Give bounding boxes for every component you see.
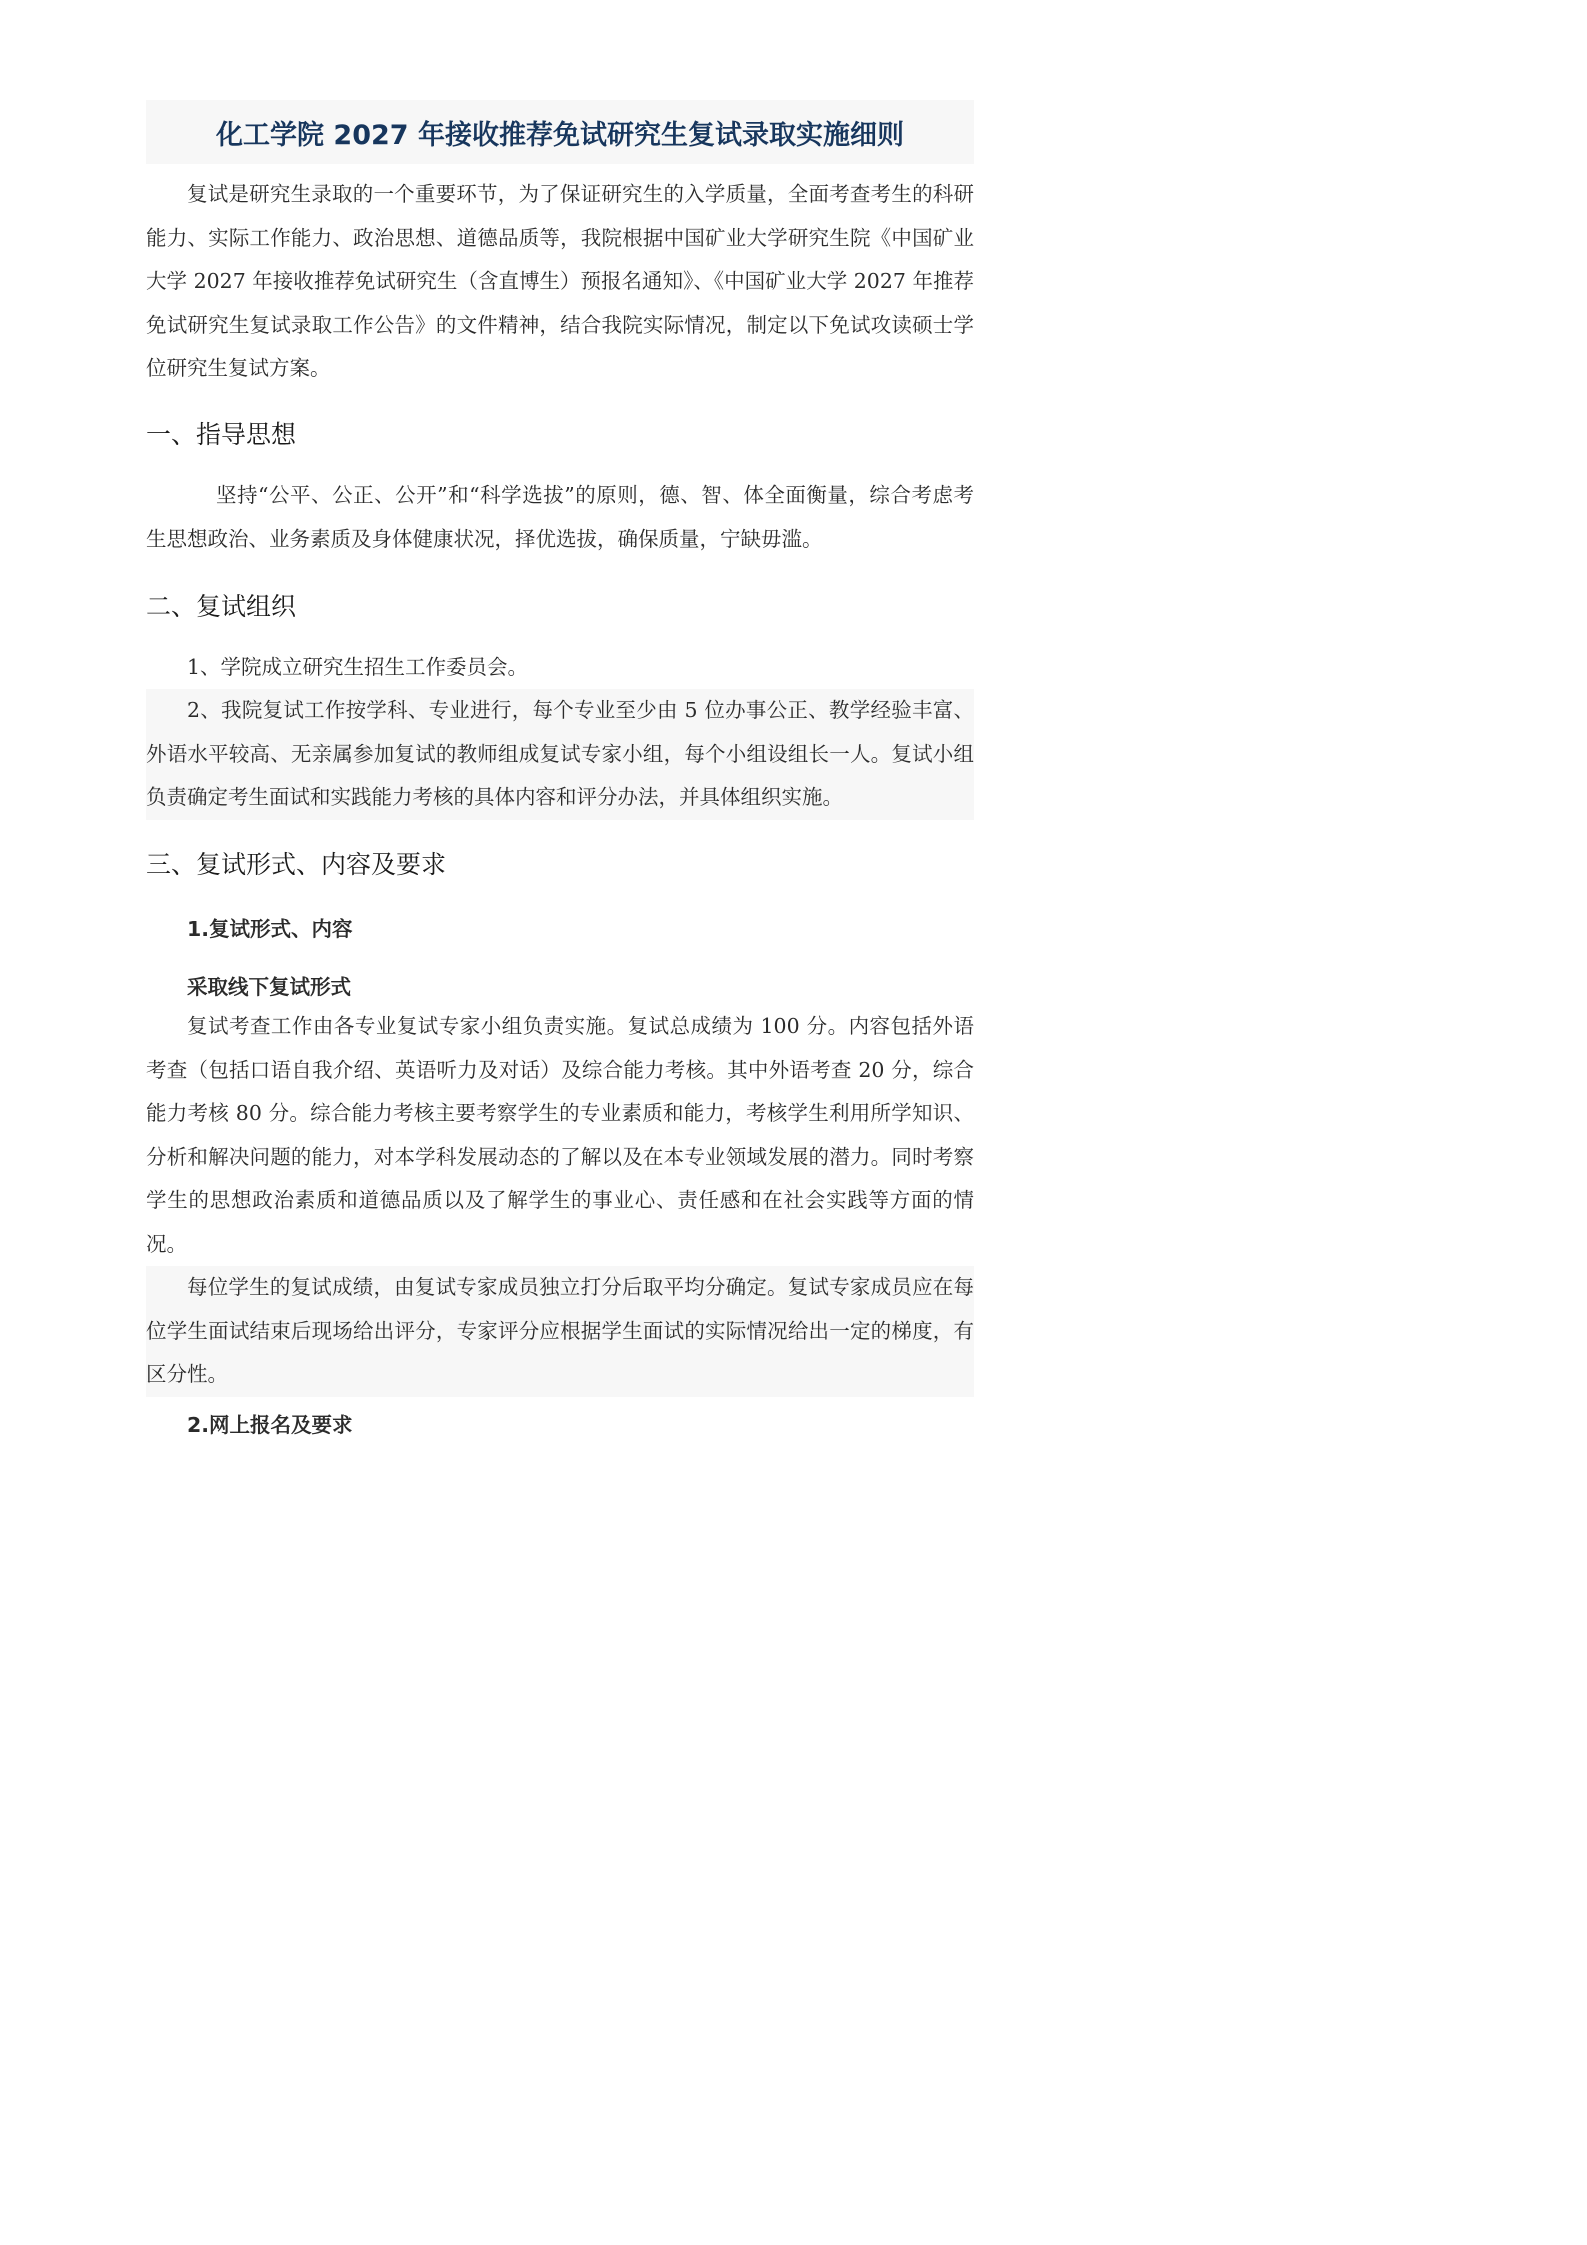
guiding-principles-paragraph: 坚持“公平、公正、公开”和“科学选拔”的原则，德、智、体全面衡量，综合考虑考生思想政治、业务素质及身体健康状况，择优选拔，确保质量，宁缺毋滥。 xyxy=(146,483,974,551)
document-title: 化工学院 2027 年接收推荐免试研究生复试录取实施细则 xyxy=(146,100,974,164)
subsection-heading-registration: 2.网上报名及要求 xyxy=(187,1413,353,1437)
section-heading-guiding-principles: 一、指导思想 xyxy=(146,420,297,449)
section-heading-format-content: 三、复试形式、内容及要求 xyxy=(146,850,447,879)
organization-item-1: 1、学院成立研究生招生工作委员会。 xyxy=(187,655,529,679)
organization-item-2: 2、我院复试工作按学科、专业进行，每个专业至少由 5 位办事公正、教学经验丰富、外语水平较高、无亲属参加复试的教师组成复试专家小组，每个小组设组长一人。复试小组负责确定考生面试和实践能力考核的具体内容和评分办法，并具体组织实施。 xyxy=(146,689,974,820)
document-page xyxy=(0,0,1110,1570)
format-content-paragraph: 复试考查工作由各专业复试专家小组负责实施。复试总成绩为 100 分。内容包括外语考查（包括口语自我介绍、英语听力及对话）及综合能力考核。其中外语考查 20 分，综合能力考核 80 分。综合能力考核主要考察学生的专业素质和能力，考核学生利用所学知识、分析和解决问题的能力，对本学科发展动态的了解以及在本专业领域发展的潜力。同时考察学生的思想政治素质和道德品质以及了解学生的事业心、责任感和在社会实践等方面的情况。 xyxy=(146,1014,974,1256)
subsection-lead-offline: 采取线下复试形式 xyxy=(187,975,351,999)
section-heading-organization: 二、复试组织 xyxy=(146,592,297,621)
subsection-heading-format: 1.复试形式、内容 xyxy=(187,917,353,941)
intro-paragraph: 复试是研究生录取的一个重要环节，为了保证研究生的入学质量，全面考查考生的科研能力、实际工作能力、政治思想、道德品质等，我院根据中国矿业大学研究生院《中国矿业大学 2027 年接收推荐免试研究生（含直博生）预报名通知》、《中国矿业大学 2027 年推荐免试研究生复试录取工作公告》的文件精神，结合我院实际情况，制定以下免试攻读硕士学位研究生复试方案。 xyxy=(146,182,974,380)
scoring-paragraph: 每位学生的复试成绩，由复试专家成员独立打分后取平均分确定。复试专家成员应在每位学生面试结束后现场给出评分，专家评分应根据学生面试的实际情况给出一定的梯度，有区分性。 xyxy=(146,1266,974,1397)
